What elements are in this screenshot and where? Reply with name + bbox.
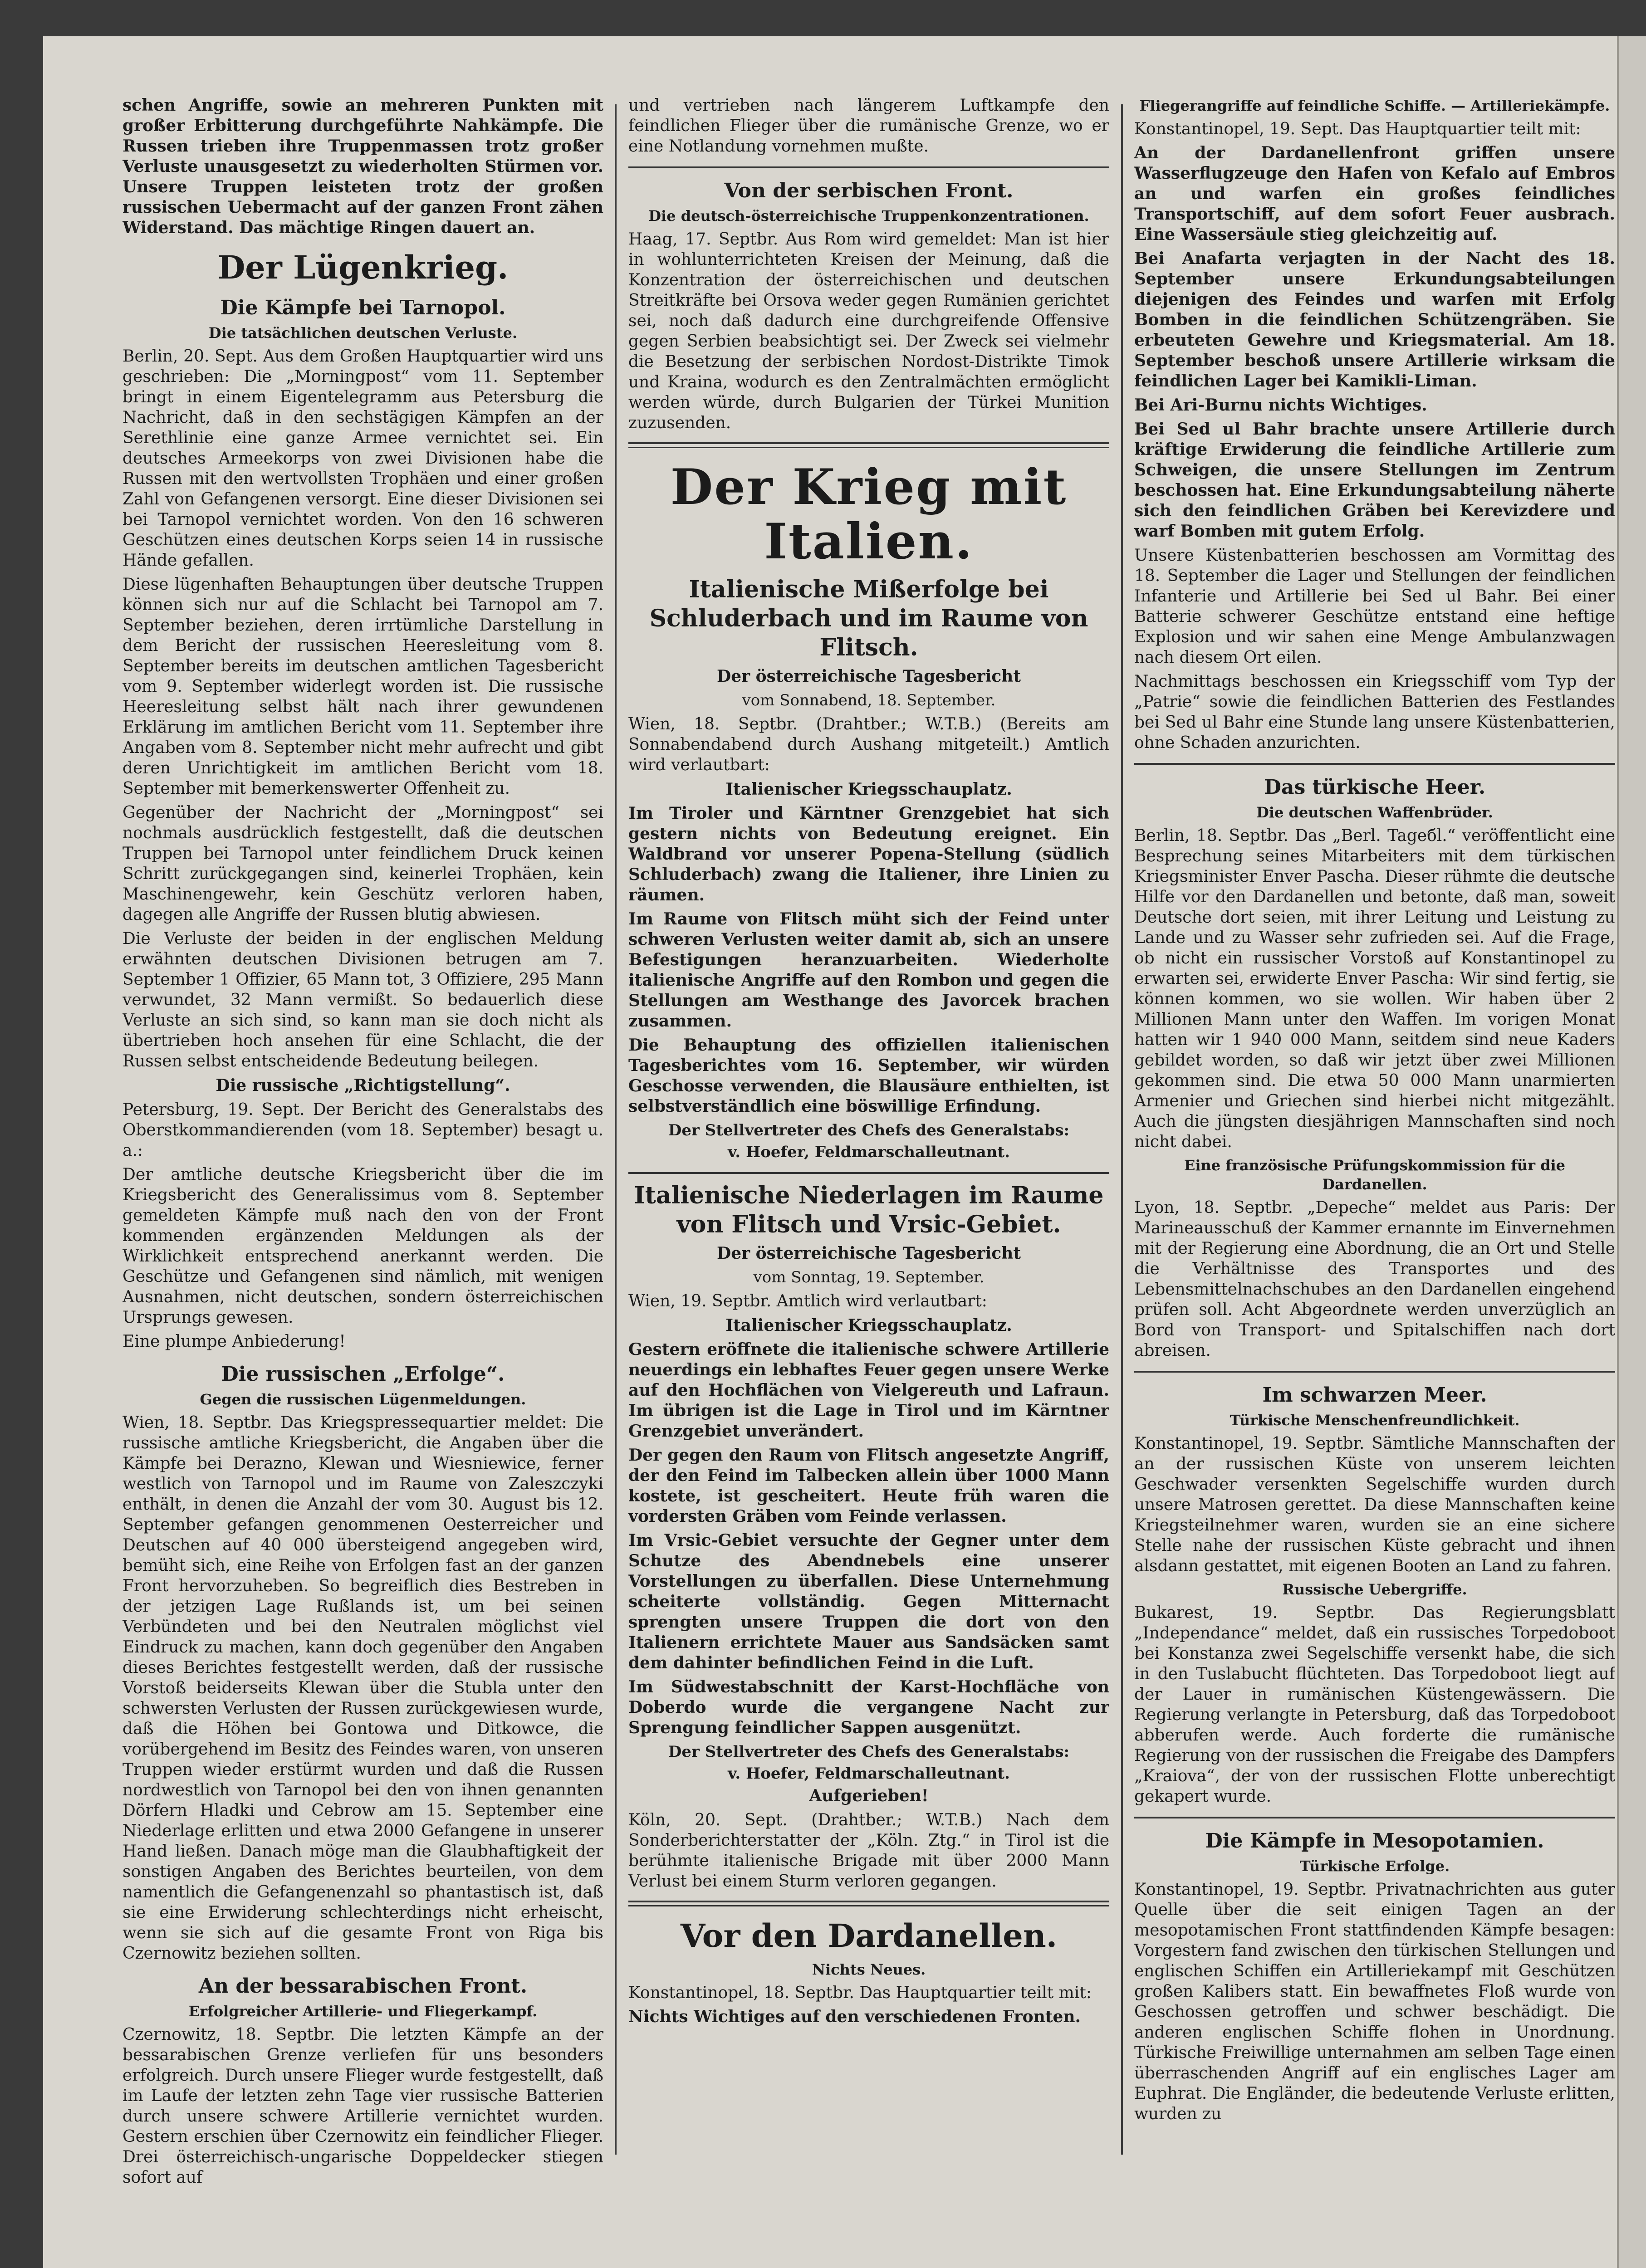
divider: [628, 166, 1109, 168]
divider: [1134, 1817, 1615, 1818]
paragraph: Der gegen den Raum von Flitsch angesetzte Angriff, der den Feind im Talbecken allein über 1000 Mann kostete, ist gescheitert. Heute früh waren die vordersten Gräben vom Feinde verlassen.: [628, 1446, 1109, 1526]
subheadline: Italienische Mißerfolge bei Schluderbach und im Raume von Flitsch.: [649, 576, 1088, 661]
paragraph: Bei Anafarta verjagten in der Nacht des 18. September unsere Erkundungsabteilungen diejenigen des Feindes und warfen mit Erfolg Bomben in die feindlichen Schützengräben. Sie erbeuteten Gewehre und Kriegsmaterial. Am 18. September beschoß unsere Artillerie wirksam die feindlichen Lager bei Kamikli-Liman.: [1134, 249, 1615, 391]
divider: [1134, 1371, 1615, 1373]
date-line: vom Sonnabend, 18. September.: [742, 691, 996, 709]
paragraph: Die Verluste der beiden in der englischen Meldung erwähnten deutschen Divisionen betrugen am 7. September 1 Offizier, 65 Mann tot, 3 Offiziere, 295 Mann verwundet, 32 Mann vermißt. So bedauerlich diese Verluste an sich sind, so kann man sie doch nicht als übertrieben hoch ansehen für eine Schlacht, die der Russen selbst entscheidende Bedeutung beilegen.: [122, 929, 603, 1070]
subheadline: Gegen die russischen Lügenmeldungen.: [200, 1391, 526, 1408]
paragraph: Konstantinopel, 19. Septbr. Privatnachrichten aus guter Quelle über die seit einigen Tagen an der mesopotamischen Front stattfindenden Kämpfe besagen: Vorgestern fand zwischen den türkischen Stellungen und englischen Schiffen ein Artilleriekampf mit Geschützen großen Kalibers statt. Ein bewaffnetes Floß wurde von Geschossen getroffen und schwer beschädigt. Die anderen englischen Schiffe flohen in Unordnung. Türkische Freiwillige unternahmen am selben Tage einen überraschenden Angriff auf ein englisches Lager am Euphrat. Die Engländer, die bedeutende Verluste erlitten, wurden zu: [1134, 1880, 1615, 2123]
paragraph: Berlin, 18. Septbr. Das „Berl. Tageбl.“ veröffentlicht eine Besprechung seines Mitarbeiters mit dem türkischen Kriegsminister Enver Pascha. Dieser rühmte die deutsche Hilfe vor den Dardanellen und betonte, daß man, soweit Deutsche dort seien, mit ihrer Leitung und Leistung zu Lande und zu Wasser sehr zufrieden sei. Auf die Frage, ob nicht ein russischer Vorstoß auf Konstantinopel zu erwarten sei, erwiderte Enver Pascha: Wir sind fertig, sie können kommen, wo sie wollen. Wir haben über 2 Millionen Mann unter den Waffen. Im vorigen Monat hatten wir 1 940 000 Mann, seitdem sind neue Kaders gebildet worden, so daß wir jetzt über zwei Millionen gekommen sind. Die etwa 50 000 Mann unarmierten Armenier und Griechen sind hierbei nicht mitgezählt. Auch die jüngsten diesjährigen Mannschaften sind noch nicht dabei.: [1134, 826, 1615, 1151]
paragraph: Petersburg, 19. Sept. Der Bericht des Generalstabs des Oberstkommandierenden (vom 18. September) besagt u. a.:: [122, 1100, 603, 1160]
divider: [628, 1172, 1109, 1174]
paragraph: Berlin, 20. Sept. Aus dem Großen Hauptquartier wird uns geschrieben: Die „Morningpost“ vom 11. September bringt in einem Eigentelegramm aus Petersburg die Nachricht, daß in den sechstägigen Kämpfen an der Serethlinie eine ganze Armee vernichtet sei. Ein deutsches Armeekorps von zwei Divisionen habe die Russen mit den wertvollsten Trophäen und einer großen Zahl von Gefangenen versorgt. Eine dieser Divisionen sei bei Tarnopol vernichtet worden. Von den 16 schweren Geschützen eines deutschen Korps seien 14 in russische Hände gefallen.: [122, 347, 603, 570]
column-left: [122, 95, 603, 2191]
paragraph: Lyon, 18. Septbr. „Depeche“ meldet aus Paris: Der Marineausschuß der Kammer ernannte im Einvernehmen mit der Regierung eine Abordnung, die an Ort und Stelle die Verhältnisse des Transportes und des Lebensmittelnachschubes an den Dardanellen eingehend prüfen soll. Acht Abgeordnete werden unverzüglich an Bord von Transport- und Spitalschiffen nach dort abreisen.: [1134, 1198, 1615, 1360]
subheadline: Die Kämpfe bei Tarnopol.: [220, 296, 506, 319]
divider: [628, 1901, 1109, 1906]
column-rule: [615, 104, 617, 2155]
subheadline: Russische Uebergriffe.: [1282, 1581, 1467, 1598]
subheadline: Italienischer Kriegsschauplatz.: [725, 1316, 1012, 1335]
date-line: vom Sonntag, 19. September.: [753, 1268, 985, 1286]
column-rule: [1121, 104, 1123, 2155]
subheadline: Die tatsächlichen deutschen Verluste.: [208, 324, 518, 342]
headline-luegenkrieg: Der Lügenkrieg.: [217, 249, 509, 286]
paragraph: Bei Ari-Burnu nichts Wichtiges.: [1134, 396, 1427, 415]
paragraph: Eine plumpe Anbiederung!: [122, 1332, 346, 1351]
subheadline: Die deutschen Waffenbrüder.: [1256, 804, 1493, 821]
subheadline: Der österreichische Tagesbericht: [717, 667, 1021, 686]
headline-krieg-italien: Der Krieg mit Italien.: [670, 459, 1068, 570]
next-page-edge: [1617, 36, 1646, 2268]
paragraph: An der Dardanellenfront griffen unsere Wasserflugzeuge den Hafen von Kefalo auf Embros an und warfen ein großes feindliches Transportschiff, auf dem sofort Feuer ausbrach. Eine Wassersäule stieg gleichzeitig auf.: [1134, 143, 1615, 244]
paragraph: Konstantinopel, 19. Septbr. Sämtliche Mannschaften der an der russischen Küste von unserem leichten Geschwader versenkten Segelschiffe wurden durch unsere Matrosen gerettet. Da diese Mannschaften keine Kriegsteilnehmer waren, wurden sie an eine sichere Stelle nahe der russischen Küste gebracht und ihnen alsdann gestattet, mit eigenen Booten an Land zu fahren.: [1134, 1434, 1615, 1575]
paragraph: Wien, 18. Septbr. (Drahtber.; W.T.B.) (Bereits am Sonnabendabend durch Aushang mitgeteilt.) Amtlich wird verlautbart:: [628, 715, 1109, 774]
section-heading: Im schwarzen Meer.: [1262, 1383, 1487, 1407]
section-heading: An der bessarabischen Front.: [198, 1975, 528, 1998]
paragraph: Im Südwestabschnitt der Karst-Hochfläche von Doberdo wurde die vergangene Nacht zur Sprengung feindlicher Sappen ausgenützt.: [628, 1677, 1109, 1737]
paragraph: Die Behauptung des offiziellen italienischen Tagesberichtes vom 16. September, wir würden Geschosse verwenden, die Blausäure enthielten, ist selbstverständlich eine böswillige Erfindung.: [628, 1036, 1109, 1116]
subheadline: Die russische „Richtigstellung“.: [216, 1076, 510, 1095]
section-heading: Das türkische Heer.: [1264, 776, 1486, 799]
paragraph: Nachmittags beschossen ein Kriegsschiff vom Typ der „Patrie“ sowie die feindlichen Batterien des Festlandes bei Sed ul Bahr eine Stunde lang unsere Küstenbatterien, ohne Schaden anzurichten.: [1134, 672, 1615, 752]
paragraph: Bei Sed ul Bahr brachte unsere Artillerie durch kräftige Erwiderung die feindliche Artillerie zum Schweigen, die unsere Stellungen im Zentrum beschossen hat. Eine Erkundungsabteilung näherte sich den feindlichen Gräben bei Kerevizdere und warf Bomben mit gutem Erfolg.: [1134, 420, 1615, 541]
paragraph: Konstantinopel, 19. Sept. Das Hauptquartier teilt mit:: [1134, 120, 1581, 138]
signature: Der Stellvertreter des Chefs des Generalstabs:: [668, 1743, 1070, 1761]
headline-niederlagen: Italienische Niederlagen im Raume von Flitsch und Vrsic-Gebiet.: [634, 1182, 1104, 1238]
subheadline: Erfolgreicher Artillerie- und Fliegerkampf.: [188, 2003, 538, 2020]
column-middle: [628, 95, 1109, 2031]
subheadline: Eine französische Prüfungskommission für die Dardanellen.: [1184, 1157, 1565, 1193]
signature: v. Hoefer, Feldmarschalleutnant.: [728, 1765, 1010, 1783]
paragraph: und vertrieben nach längerem Luftkampfe den feindlichen Flieger über die rumänische Grenze, wo er eine Notlandung vornehmen mußte.: [628, 96, 1109, 156]
paragraph: Im Tiroler und Kärntner Grenzgebiet hat sich gestern nichts von Bedeutung ereignet. Ein Waldbrand vor unserer Popena-Stellung (südlich Schluderbach) zwang die Italiener, ihre Linien zu räumen.: [628, 804, 1109, 904]
section-heading: Die Kämpfe in Mesopotamien.: [1205, 1829, 1544, 1853]
section-heading: Die russischen „Erfolge“.: [221, 1363, 505, 1386]
paragraph: Haag, 17. Septbr. Aus Rom wird gemeldet: Man ist hier in wohlunterrichteten Kreisen der Meinung, daß die Konzentration der österreichischen und deutschen Streitkräfte bei Orsova weder gegen Rumänien gerichtet sei, noch daß dadurch eine durchgreifende Offensive gegen Serbien beabsichtigt sei. Der Zweck sei vielmehr die Besetzung der serbischen Nordost-Distrikte Timok und Kraina, wodurch es den Zentralmächten ermöglicht werden würde, durch Bulgarien der Türkei Munition zuzusenden.: [628, 230, 1109, 432]
subheadline: Der österreichische Tagesbericht: [717, 1244, 1021, 1263]
newspaper-page: [43, 36, 1646, 2268]
paragraph: Gegenüber der Nachricht der „Morningpost“ sei nochmals ausdrücklich festgestellt, daß die deutschen Truppen bei Tarnopol unter feindlichem Druck keinen Schritt zurückgegangen sind, keinerlei Trophäen, kein Maschinengewehr, kein Geschütz verloren haben, dagegen alle Angriffe der Russen blutig abwiesen.: [122, 803, 603, 924]
paragraph: Köln, 20. Sept. (Drahtber.; W.T.B.) Nach dem Sonderberichterstatter der „Köln. Ztg.“ in Tirol ist die berühmte italienische Brigade mit über 2000 Mann Verlust bei einem Sturm verloren gegangen.: [628, 1811, 1109, 1891]
paragraph: Gestern eröffnete die italienische schwere Artillerie neuerdings ein lebhaftes Feuer gegen unsere Werke auf den Hochflächen von Vielgereuth und Lafraun. Im übrigen ist die Lage in Tirol und im Kärntner Grenzgebiet unverändert.: [628, 1340, 1109, 1441]
paragraph: schen Angriffe, sowie an mehreren Punkten mit großer Erbitterung durchgeführte Nahkämpfe. Die Russen trieben ihre Truppenmassen trotz großer Verluste unausgesetzt zu wiederholten Stürmen vor. Unsere Truppen leisteten trotz der großen russischen Uebermacht auf der ganzen Front zähen Widerstand. Das mächtige Ringen dauert an.: [122, 96, 603, 237]
subheadline: Aufgerieben!: [809, 1786, 929, 1805]
subheadline: Türkische Erfolge.: [1299, 1857, 1450, 1875]
section-heading: Von der serbischen Front.: [724, 179, 1014, 202]
paragraph: Der amtliche deutsche Kriegsbericht über die im Kriegsbericht des Generalissimus vom 8. September gemeldeten Kämpfe muß nach den von der Front kommenden ergänzenden Meldungen als der Wirklichkeit entsprechend anerkannt werden. Die Geschütze und Gefangenen sind nämlich, mit wenigen Ausnahmen, nicht deutschen, sondern österreichischen Ursprungs gewesen.: [122, 1165, 603, 1327]
paragraph: Im Vrsic-Gebiet versuchte der Gegner unter dem Schutze des Abendnebels eine unserer Vorstellungen zu überfallen. Diese Unternehmung scheiterte vollständig. Gegen Mitternacht sprengten unsere Truppen die dort von den Italienern errichtete Mauer aus Sandsäcken samt dem dahinter befindlichen Feind in die Luft.: [628, 1531, 1109, 1672]
signature: v. Hoefer, Feldmarschalleutnant.: [728, 1143, 1010, 1161]
paragraph: Czernowitz, 18. Septbr. Die letzten Kämpfe an der bessarabischen Grenze verliefen für uns besonders erfolgreich. Durch unsere Flieger wurde festgestellt, daß im Laufe der letzten zehn Tage vier russische Batterien durch unsere schwere Artillerie vernichtet wurden. Gestern erschien über Czernowitz ein feindlicher Flieger. Drei österreichisch-ungarische Doppeldecker stiegen sofort auf: [122, 2025, 603, 2187]
divider: [628, 442, 1109, 448]
paragraph: Wien, 19. Septbr. Amtlich wird verlautbart:: [628, 1292, 987, 1310]
paragraph: Wien, 18. Septbr. Das Kriegspressequartier meldet: Die russische amtliche Kriegsbericht, die Angaben über die Kämpfe bei Derazno, Klewan und Wiesniewice, ferner westlich von Tarnopol und im Raume von Zaleszczyki enthält, in denen die Anzahl der vom 30. August bis 12. September gefangen genommenen Oesterreicher und Deutschen auf 40 000 übersteigend angegeben wird, bemüht sich, eine Reihe von Erfolgen fast an der ganzen Front hervorzuheben. So begreiflich dies Bestreben in der jetzigen Lage Rußlands ist, um bei seinen Verbündeten und bei den Neutralen möglichst viel Eindruck zu machen, kann doch gegenüber den Angaben dieses Berichtes festgestellt werden, daß der russische Vorstoß beiderseits Klewan über die Stubla unter den schwersten Verlusten der Russen zurückgewiesen wurde, daß die Höhen bei Gontowa und Ditkowce, die vorübergehend im Besitz des Feindes waren, von unseren Truppen wieder erstürmt wurden und daß die Russen nordwestlich von Tarnopol bei den von ihnen genannten Dörfern Hladki und Cebrow am 15. September eine Niederlage erlitten und etwa 2000 Gefangene in unserer Hand ließen. Danach möge man die Glaubhaftigkeit der sonstigen Angaben des Berichtes beurteilen, von dem namentlich die Gefangenenzahl so phantastisch ist, daß sie eine Erwiderung schlechterdings nicht erheischt, wenn sie sich auf die gesamte Front von Riga bis Czernowitz beziehen sollten.: [122, 1413, 603, 1963]
paragraph: Diese lügenhaften Behauptungen über deutsche Truppen können sich nur auf die Schlacht bei Tarnopol am 7. September beziehen, deren irrtümliche Darstellung in dem Bericht der russischen Heeresleitung vom 8. September bereits im deutschen amtlichen Tagesbericht vom 9. September widerlegt worden ist. Die russische Heeresleitung selbst hält nach ihrer gewundenen Erklärung im amtlichen Bericht vom 11. September ihre Angaben vom 8. September nicht mehr aufrecht und gibt deren Unrichtigkeit im amtlichen Bericht vom 18. September mit bemerkenswerter Offenheit zu.: [122, 575, 603, 798]
subheadline: Fliegerangriffe auf feindliche Schiffe. — Artilleriekämpfe.: [1139, 97, 1610, 114]
paragraph: Konstantinopel, 18. Septbr. Das Hauptquartier teilt mit:: [628, 1984, 1092, 2002]
subheadline: Die deutsch-österreichische Truppenkonzentrationen.: [648, 207, 1089, 225]
paragraph: Im Raume von Flitsch müht sich der Feind unter schweren Verlusten weiter damit ab, sich an unsere Befestigungen heranzuarbeiten. Wiederholte italienische Angriffe auf den Rombon und gegen die Stellungen am Westhange des Javorcek brachen zusammen.: [628, 909, 1109, 1031]
signature: Der Stellvertreter des Chefs des Generalstabs:: [668, 1121, 1070, 1139]
column-right: [1134, 95, 1615, 2128]
paragraph: Nichts Wichtiges auf den verschiedenen Fronten.: [628, 2007, 1081, 2026]
subheadline: Nichts Neues.: [812, 1961, 926, 1978]
paragraph: Unsere Küstenbatterien beschossen am Vormittag des 18. September die Lager und Stellungen der feindlichen Infanterie und Artillerie bei Sed ul Bahr. Bei einer Batterie schwerer Geschütze entstand eine heftige Explosion und wir sahen eine Menge Ambulanzwagen nach diesem Ort eilen.: [1134, 546, 1615, 667]
divider: [1134, 763, 1615, 765]
subheadline: Türkische Menschenfreundlichkeit.: [1230, 1412, 1520, 1429]
headline-dardanellen: Vor den Dardanellen.: [680, 1917, 1058, 1955]
paragraph: Bukarest, 19. Septbr. Das Regierungsblatt „Independance“ meldet, daß ein russisches Torpedoboot bei Konstanza zwei Segelschiffe versenkt habe, die sich in den Tuslabucht flüchteten. Das Torpedoboot liegt auf der Lauer in rumänischen Küstengewässern. Die Regierung verlangte in Petersburg, daß das Torpedoboot abberufen werde. Auch forderte die rumänische Regierung von der russischen die Freigabe des Dampfers „Kraiova“, der von der russischen Flotte unberechtigt gekapert wurde.: [1134, 1603, 1615, 1806]
subheadline: Italienischer Kriegsschauplatz.: [725, 780, 1012, 799]
